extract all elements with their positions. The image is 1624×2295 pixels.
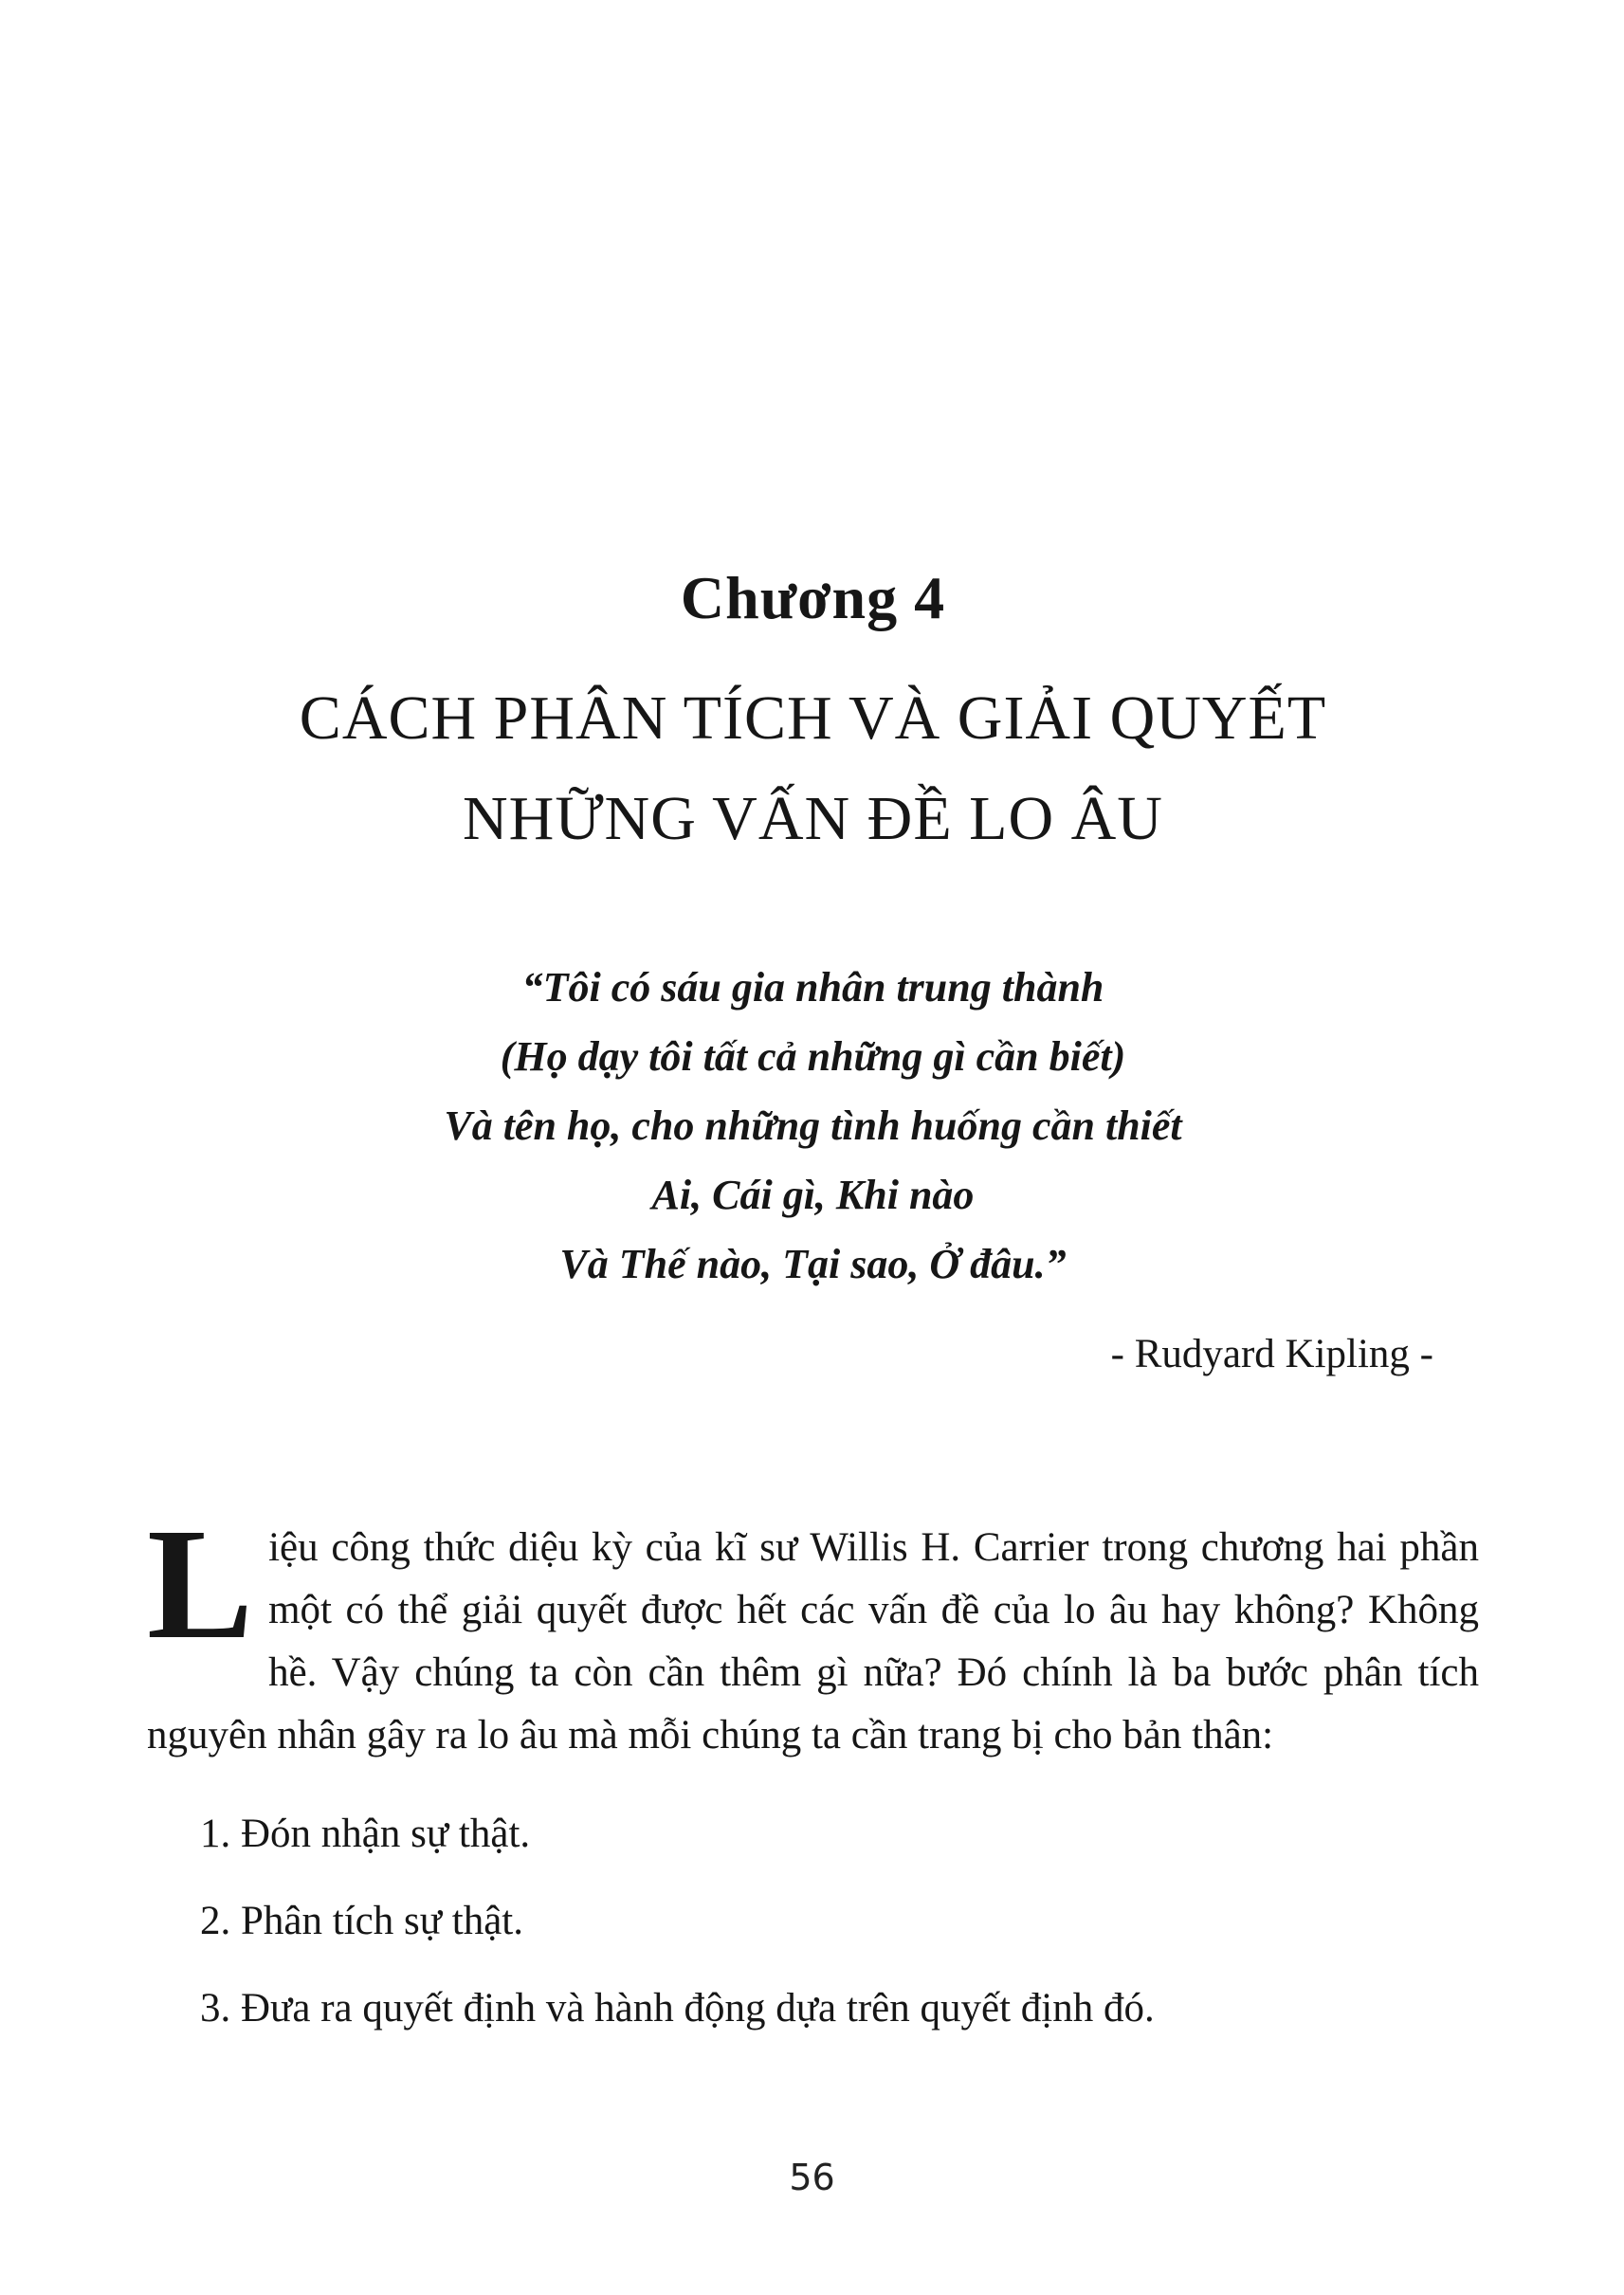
page-number: 56 xyxy=(789,2157,835,2198)
chapter-label: Chương 4 xyxy=(680,564,946,631)
quote-line: Và Thế nào, Tại sao, Ở đâu.” xyxy=(559,1241,1067,1287)
chapter-title xyxy=(147,668,1479,869)
quote-attribution: - Rudyard Kipling - xyxy=(1110,1332,1433,1376)
analysis-steps-list xyxy=(147,1803,1479,2040)
chapter-title-line-1: CÁCH PHÂN TÍCH VÀ GIẢI QUYẾT xyxy=(299,683,1327,753)
quote-line: Ai, Cái gì, Khi nào xyxy=(651,1172,975,1218)
list-item: 3. Đưa ra quyết định và hành động dựa trên quyết định đó. xyxy=(200,1986,1155,2031)
quote-line: Và tên họ, cho những tình huống cần thiết xyxy=(444,1102,1182,1149)
quote-line: “Tôi có sáu gia nhân trung thành xyxy=(521,964,1104,1011)
drop-cap-letter: L xyxy=(147,1496,254,1672)
body-paragraph-text: iệu công thức diệu kỳ của kĩ sư Willis H. Carrier trong chương hai phần một có thể giải quyết được hết các vấn đề của lo âu hay không? Không hề. Vậy chúng ta còn cần thêm gì nữa? Đó chính là ba bước phân tích nguyên nhân gây ra lo âu mà mỗi chúng ta cần trang bị cho bản thân: xyxy=(147,1525,1479,1758)
list-item: 1. Đón nhận sự thật. xyxy=(200,1812,531,1856)
chapter-title-line-2: NHỮNG VẤN ĐỀ LO ÂU xyxy=(463,784,1163,853)
quote-line: (Họ dạy tôi tất cả những gì cần biết) xyxy=(500,1033,1126,1080)
list-item: 2. Phân tích sự thật. xyxy=(200,1899,523,1943)
epigraph-quote xyxy=(147,953,1479,1299)
body-paragraph xyxy=(147,1496,1479,1767)
